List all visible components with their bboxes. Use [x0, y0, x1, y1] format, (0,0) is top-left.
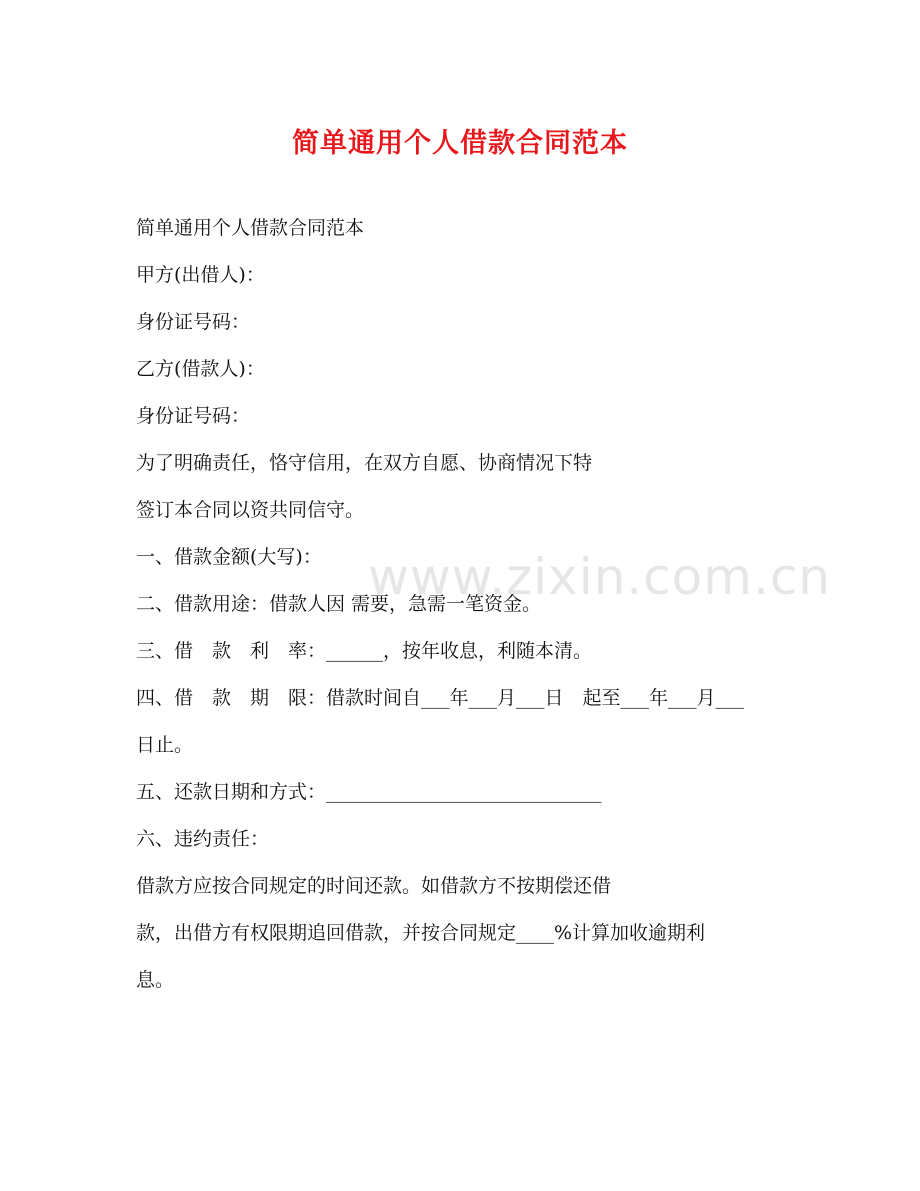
clause-term: 四、借 款 期 限：借款时间自___年___月___日 起至___年___月___ — [136, 687, 745, 709]
liability-line-2: 款，出借方有权限期追回借款，并按合同规定____%计算加收逾期利 — [136, 922, 706, 944]
preamble-line-1: 为了明确责任，恪守信用，在双方自愿、协商情况下特 — [136, 452, 593, 474]
clause-liability: 六、违约责任： — [136, 828, 270, 850]
borrower-id-line: 身份证号码： — [136, 405, 251, 427]
clause-term-cont: 日止。 — [136, 734, 194, 756]
borrower-line: 乙方(借款人)： — [136, 358, 265, 380]
clause-amount: 一、借款金额(大写)： — [136, 546, 322, 568]
liability-line-3: 息。 — [136, 969, 175, 991]
lender-line: 甲方(出借人)： — [136, 264, 265, 286]
subtitle-line: 简单通用个人借款合同范本 — [136, 217, 365, 239]
lender-id-line: 身份证号码： — [136, 311, 251, 333]
clause-repayment: 五、还款日期和方式：_____________________________ — [136, 781, 602, 803]
clause-purpose: 二、借款用途：借款人因 需要，急需一笔资金。 — [136, 593, 542, 615]
document-body — [136, 205, 796, 1004]
clause-interest: 三、借 款 利 率：______，按年收息，利随本清。 — [136, 640, 593, 662]
document-title: 简单通用个人借款合同范本 — [292, 128, 628, 159]
preamble-line-2: 签订本合同以资共同信守。 — [136, 499, 365, 521]
liability-line-1: 借款方应按合同规定的时间还款。如借款方不按期偿还借 — [136, 875, 612, 897]
watermark: www.zixin.com.cn — [368, 548, 832, 606]
